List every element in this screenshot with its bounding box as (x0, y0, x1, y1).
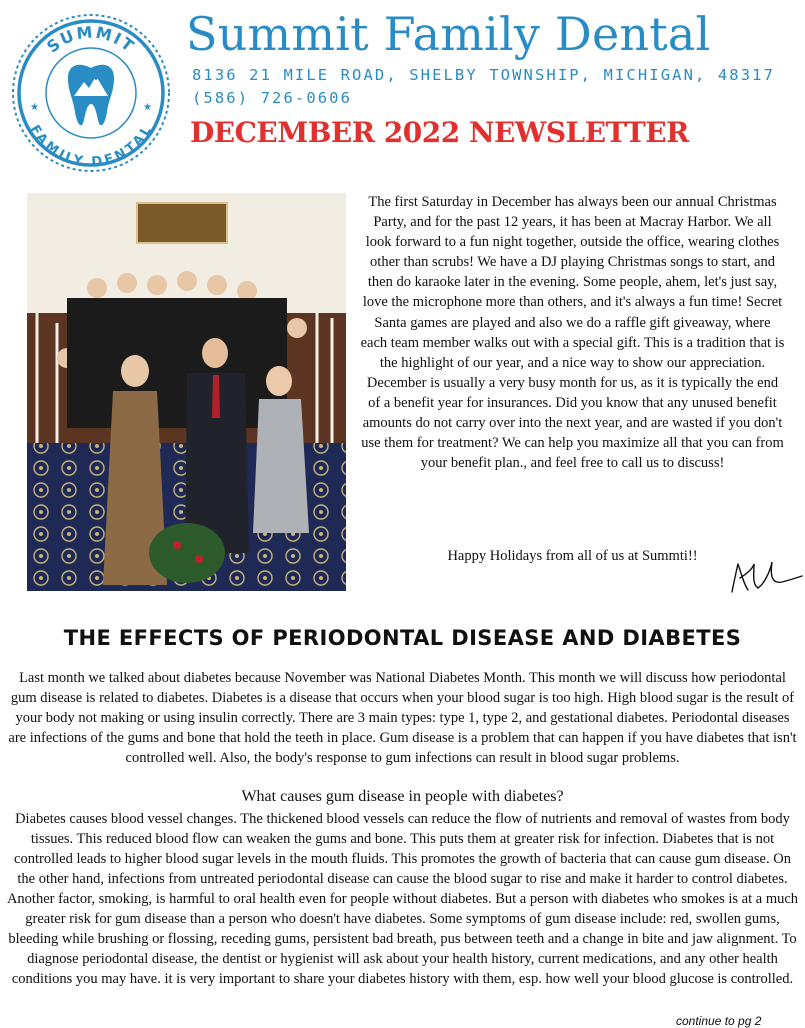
continue-note: continue to pg 2 (676, 1014, 762, 1028)
newsletter-title: DECEMBER 2022 NEWSLETTER (190, 116, 689, 149)
summit-logo (10, 12, 172, 174)
clinic-name: Summit Family Dental (186, 7, 711, 61)
clinic-address: 8136 21 MILE ROAD, SHELBY TOWNSHIP, MICHIGAN, 48317 (192, 66, 776, 84)
article-title: THE EFFECTS OF PERIODONTAL DISEASE AND DIABETES (63, 626, 742, 650)
article-subheading: What causes gum disease in people with diabetes? (241, 788, 564, 805)
logo-top-text: SUMMIT (43, 22, 139, 57)
star-icon: ★ (143, 102, 152, 113)
clinic-phone: (586) 726-0606 (192, 89, 353, 107)
holiday-greeting: Happy Holidays from all of us at Summti!! (447, 548, 698, 564)
intro-paragraph: The first Saturday in December has always been our annual Christmas Party, and for the past 12 years, it has been at Macray Harbor. We all look forward to a fun night together, outside the office, wearing clothes other than scrubs! We have a DJ playing Christmas songs to start, and then do karaoke later in the evening. Some people, ahem, let's just say, love the microphone more than others, and it's always a fun time! Secret Santa games are played and also we do a raffle gift giveaway, where each team member walks out with a special gift. This is a tradition that is the highlight of our year, and a nice way to show our appreciation. December is usually a very busy month for us, as it is typically the end of a benefit year for insurances. Did you know that any unused benefit amounts do not carry over into the next year, and are wasted if you don't use them for treatment? We can help you maximize all that you can from your benefit plan., and feel free to call us to discuss! (360, 194, 785, 472)
team-photo (27, 193, 346, 591)
logo-bottom-text: FAMILY DENTAL (26, 122, 156, 171)
article-paragraph-1: Last month we talked about diabetes because November was National Diabetes Month. This month we will discuss how periodontal gum disease is related to diabetes. Diabetes is a disease that occurs when your blood sugar is too high. High blood sugar is the result of your body not making or using insulin correctly. There are 3 main types: type 1, type 2, and gestational diabetes. Periodontal diseases are infections of the gums and bone that hold the teeth in place. Gum disease is a problem that can happen if you have diabetes that isn't controlled well. Also, the body's response to gum infections can result in blood sugar problems. (8, 670, 797, 766)
star-icon: ★ (30, 102, 39, 113)
article-paragraph-2: Diabetes causes blood vessel changes. The thickened blood vessels can reduce the flow of nutrients and removal of wastes from body tissues. This reduced blood flow can weaken the gums and bone. This puts them at greater risk for infection. Diabetes that is not controlled leads to higher blood sugar levels in the mouth fluids. This promotes the growth of bacteria that can cause gum disease. On the other hand, infections from untreated periodontal disease can cause the blood sugar to rise and make it harder to control diabetes. Another factor, smoking, is harmful to oral health even for people without diabetes. But a person with diabetes who smokes is at a much greater risk for gum disease than a person who doesn't have diabetes. Some symptoms of gum disease include: red, swollen gums, bleeding while brushing or flossing, receding gums, persistent bad breath, pus between teeth and a change in bite and jaw alignment. To diagnose periodontal disease, the dentist or hygienist will ask about your health history, current medications, and any other health conditions you may have. it is very important to share your diabetes history with them, esp. how well your blood glucose is controlled. (6, 811, 799, 987)
signature (724, 554, 804, 598)
